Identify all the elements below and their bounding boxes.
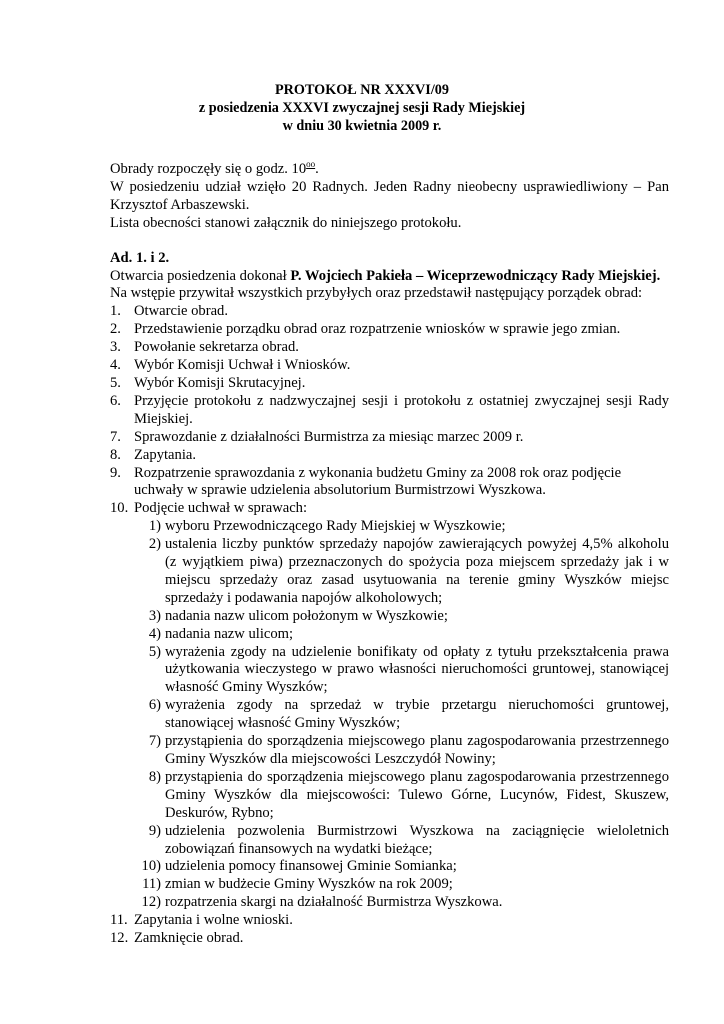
resolution-sublist xyxy=(110,518,669,912)
attendance-note: W posiedzeniu udział wzięło 20 Radnych. Jeden Radny nieobecny usprawiedliwiony – Pan Krzysztof Arbaszewski. xyxy=(110,178,669,213)
section-heading: Ad. 1. i 2. xyxy=(110,249,170,266)
agenda-item: 1. Otwarcie obrad. xyxy=(110,303,229,320)
resolution-item: 1) wyboru Przewodniczącego Rady Miejskiej w Wyszkowie; xyxy=(148,518,506,535)
resolution-item: 3) nadania nazw ulicom położonym w Wyszkowie; xyxy=(148,607,448,624)
agenda-item: 7. Sprawozdanie z działalności Burmistrza za miesiąc marzec 2009 r. xyxy=(110,428,524,445)
agenda-item: 5. Wybór Komisji Skrutacyjnej. xyxy=(110,374,306,391)
resolution-item: 12) rozpatrzenia skargi na działalność Burmistrza Wyszkowa. xyxy=(141,894,503,911)
resolution-item: 9) udzielenia pozwolenia Burmistrzowi Wyszkowa na zaciągnięcie wieloletnich zobowiązań finansowych na wydatki bieżące; xyxy=(148,822,669,857)
agenda-item: 11. Zapytania i wolne wnioski. xyxy=(110,912,293,929)
attendance-list-note: Lista obecności stanowi załącznik do niniejszego protokołu. xyxy=(110,214,462,231)
session-date: w dniu 30 kwietnia 2009 r. xyxy=(282,118,442,134)
session-start: Obrady rozpoczęły się o godz. $10^{oo}$. xyxy=(110,159,319,177)
resolution-item: 6) wyrażenia zgody na sprzedaż w trybie przetargu nieruchomości gruntowej, stanowiącej własność Gminy Wyszków; xyxy=(148,697,669,732)
agenda-item: 8. Zapytania. xyxy=(110,446,196,463)
resolution-item: 8) przystąpienia do sporządzenia miejscowego planu zagospodarowania przestrzennego Gminy Wyszków dla miejscowości: Tulewo Górne, Lucynów, Fidest, Skuszew, Deskurów, Rybno; xyxy=(148,768,669,821)
resolution-item: 11) zmian w budżecie Gminy Wyszków na rok 2009; xyxy=(142,876,453,893)
agenda-list xyxy=(110,303,669,948)
agenda-item: 9. Rozpatrzenie sprawozdania z wykonania budżetu Gminy za 2008 rok oraz podjęcie uchwały w sprawie udzielenia absolutorium Burmistrzowi Wyszkowa. xyxy=(110,464,622,499)
agenda-item: 6. Przyjęcie protokołu z nadzwyczajnej sesji i protokołu z ostatniej zwyczajnej sesji Rady Miejskiej. xyxy=(110,392,669,427)
resolution-item: 10) udzielenia pomocy finansowej Gminie Somianka; xyxy=(141,858,457,875)
document-body xyxy=(110,161,669,948)
resolution-item: 5) wyrażenia zgody na udzielenie bonifikaty od opłaty z tytułu przekształcenia prawa użytkowania wieczystego w prawo własności nieruchomości gruntowej, stanowiącej własność Gminy Wyszków; xyxy=(148,643,669,696)
opening-statement: Otwarcia posiedzenia dokonał P. Wojciech Pakieła – Wiceprzewodniczący Rady Miejskiej. xyxy=(110,267,661,284)
resolution-item: 7) przystąpienia do sporządzenia miejscowego planu zagospodarowania przestrzennego Gminy Wyszków dla miejscowości Leszczydół Nowiny; xyxy=(148,733,669,767)
time-superscript: oo xyxy=(306,159,316,170)
agenda-item: 3. Powołanie sekretarza obrad. xyxy=(110,339,299,356)
agenda-item: 2. Przedstawienie porządku obrad oraz rozpatrzenie wniosków w sprawie jego zmian. xyxy=(110,321,621,338)
agenda-item: 12. Zamknięcie obrad. xyxy=(110,930,244,947)
greeting-statement: Na wstępie przywitał wszystkich przybyłych oraz przedstawił następujący porządek obrad: xyxy=(110,285,643,302)
session-subtitle: z posiedzenia XXXVI zwyczajnej sesji Rady Miejskiej xyxy=(198,100,526,116)
document-header xyxy=(0,81,724,135)
agenda-item: 4. Wybór Komisji Uchwał i Wniosków. xyxy=(110,357,351,374)
resolution-item: 2) ustalenia liczby punktów sprzedaży napojów zawierających powyżej 4,5% alkoholu (z wyjątkiem piwa) przeznaczonych do spożycia poza miejscem sprzedaży jak i w miejscu sprzedaży oraz zasad usytuowania na terenie gminy Wyszków miejsc sprzedaży i podawania napojów alkoholowych; xyxy=(148,536,669,606)
protocol-title: PROTOKOŁ NR XXXVI/09 xyxy=(275,82,449,98)
resolution-item: 4) nadania nazw ulicom; xyxy=(148,625,294,642)
agenda-item: 10. Podjęcie uchwał w sprawach: xyxy=(110,500,308,517)
